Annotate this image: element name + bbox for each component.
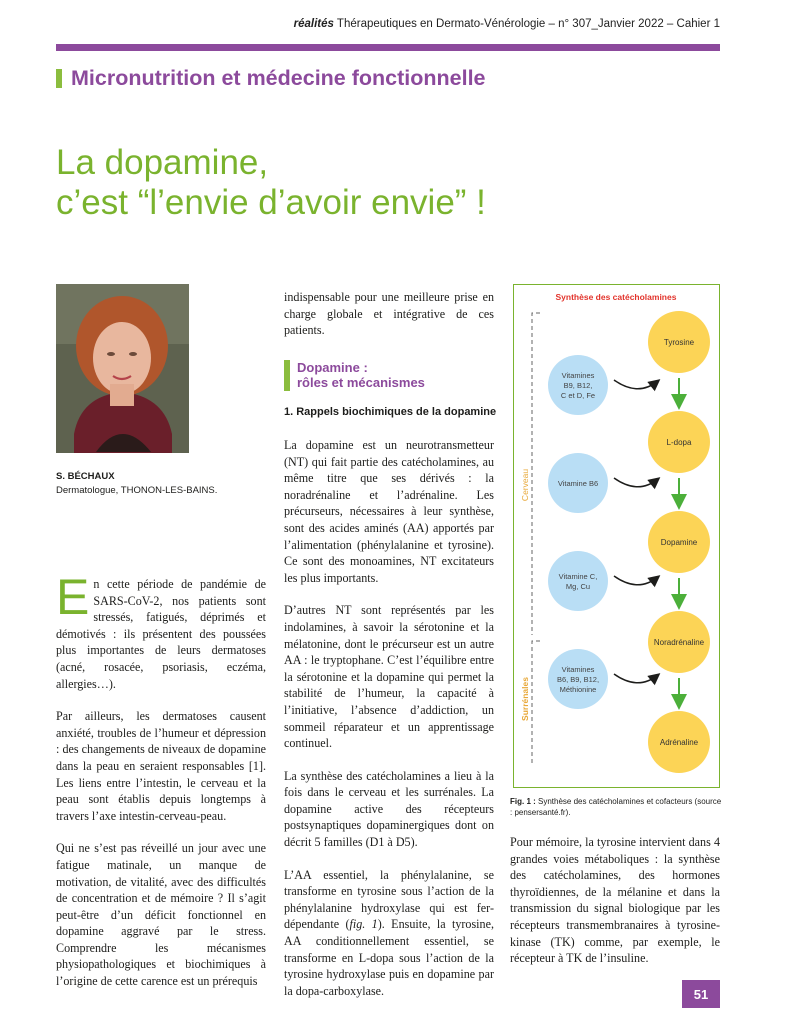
column-2-body xyxy=(284,437,494,999)
cofactor-label: B9, B12, xyxy=(563,381,593,390)
molecule-label: Tyrosine xyxy=(663,338,695,347)
adrenal-bracket xyxy=(532,641,540,765)
author-photo xyxy=(56,284,189,453)
cofactor-label: Vitamine C, xyxy=(558,572,598,581)
intro-paragraph: En cette période de pandémie de SARS-CoV-2, nos patients sont stressés, fatigués, déprimés et démotivés : ils présentent des poussées plus importantes de leurs dermatoses (acné, rosacée, psoriasis, eczéma, allergies…). xyxy=(56,569,266,691)
molecule-label: Adrénaline xyxy=(659,738,699,747)
cofactor-label: Vitamines xyxy=(561,665,595,674)
cofactor-label: B6, B9, B12, xyxy=(556,675,600,684)
subheading-marker xyxy=(284,360,290,391)
page-number: 51 xyxy=(682,980,720,1008)
sub-subheading: 1. Rappels biochimiques de la dopamine xyxy=(284,406,497,418)
section-heading xyxy=(56,66,486,91)
figure-title: Synthèse des catécholamines xyxy=(555,292,677,302)
subheading-line-1: Dopamine : xyxy=(297,360,368,375)
brain-bracket xyxy=(532,313,540,635)
cofactor-arrow xyxy=(614,478,658,487)
journal-issue: Thérapeutiques en Dermato-Vénérologie – n° 307_Janvier 2022 – Cahier 1 xyxy=(336,18,720,30)
cofactor-label: Vitamines xyxy=(561,371,595,380)
subheading xyxy=(284,360,494,390)
cofactor-arrow xyxy=(614,380,658,389)
drop-cap: E xyxy=(56,569,90,625)
cofactor-label: C et D, Fe xyxy=(560,391,596,400)
molecule-label: L-dopa xyxy=(666,438,692,447)
header-rule xyxy=(56,44,720,51)
figure-reference: fig. 1 xyxy=(349,917,378,932)
cofactor-arrow xyxy=(614,674,658,683)
author-name: S. BÉCHAUX xyxy=(56,471,115,482)
molecule-label: Dopamine xyxy=(660,538,698,547)
title-line-1: La dopamine, xyxy=(56,143,269,182)
figure-1 xyxy=(513,284,720,788)
molecule-label: Noradrénaline xyxy=(653,638,705,647)
paragraph: La synthèse des catécholamines a lieu à la fois dans le cerveau et les surrénales. La dopamine active des récepteurs postsynaptiques dopaminergiques dont on décrit 5 familles (D1 à D5). xyxy=(284,768,494,850)
title-line-2: c’est “l’envie d’avoir envie” ! xyxy=(56,183,486,222)
cofactor-label: Vitamine B6 xyxy=(557,479,599,488)
paragraph: indispensable pour une meilleure prise en charge globale et intégrative de ces patients. xyxy=(284,290,494,338)
paragraph: L’AA essentiel, la phénylalanine, se transforme en tyrosine sous l’action de la phénylalanine hydroxylase qui est fer-dépendante (fig. 1). Ensuite, la tyrosine, AA conditionnellement essentiel, se transforme en L-dopa sous l’action de la tyrosine hydroxylase puis en dopamine par la dopa-carboxylase. xyxy=(284,867,494,998)
section-marker xyxy=(56,69,62,88)
adrenal-label: Surrénales xyxy=(520,677,530,721)
cofactor-label: Méthionine xyxy=(559,685,597,694)
article-title xyxy=(56,143,486,223)
subheading-line-2: rôles et mécanismes xyxy=(297,375,425,390)
section-label: Micronutrition et médecine fonctionnelle xyxy=(71,66,486,90)
cofactor-node xyxy=(548,551,608,611)
paragraph: La dopamine est un neurotransmetteur (NT) qui fait partie des catécholamines, au même titre que ses dérivés : la noradrénaline et l’adrénaline. Les précurseurs, nécessaires à leur synthèse, sont des acides aminés (AA) apportés par l’alimentation (phénylalanine et tyrosine). Ce sont des monoamines, NT excitateurs les plus importants. xyxy=(284,438,494,585)
paragraph: Pour mémoire, la tyrosine intervient dans 4 grandes voies métaboliques : la synthèse des catécholamines, des hormones thyroïdiennes, de la mélanine et dans la transmission du signal biologique par les récepteurs transmembranaires à tyrosine-kinase (TK) comme, par exemple, le récepteur à TK de l’insuline. xyxy=(510,835,720,966)
column-1 xyxy=(56,569,266,990)
paragraph: Par ailleurs, les dermatoses causent anxiété, troubles de l’humeur et dépression : des changements de niveaux de dopamine dans la peau en seraient responsables [1]. Les liens entre l’intestin, le cerveau et la peau sont établis depuis longtemps à travers l’axe intestin-cerveau-peau. xyxy=(56,709,266,823)
brain-label: Cerveau xyxy=(520,468,530,502)
journal-name: réalités xyxy=(293,18,334,30)
catecholamine-diagram xyxy=(514,285,719,787)
running-header xyxy=(56,18,720,30)
paragraph: Qui ne s’est pas réveillé un jour avec une fatigue matinale, un manque de motivation, de vitalité, avec des difficultés de concentration et de mémoire ? Il s’agit peut-être d’un déficit fonctionnel en dopamine aggravé par le stress. Comprendre les mécanismes physiopathologiques et biochimiques à l’origine de cette carence est un prérequis xyxy=(56,841,266,989)
cofactor-label: Mg, Cu xyxy=(565,582,591,591)
column-3 xyxy=(510,834,720,967)
column-2-top xyxy=(284,289,494,339)
cofactor-arrow xyxy=(614,576,658,585)
paragraph: D’autres NT sont représentés par les indolamines, à savoir la sérotonine et la mélatonine, dont le précurseur est un autre AA : le tryptophane. C’est l’équilibre entre la sérotonine et la dopamine qui permet la stabilité de l’humeur, la capacité à l’initiative, l’absence d’addiction, un sommeil réparateur et un apprentissage continuel. xyxy=(284,603,494,751)
figure-caption: Fig. 1 : Synthèse des catécholamines et cofacteurs (source : pensersanté.fr). xyxy=(510,797,722,817)
author-affiliation: Dermatologue, THONON-LES-BAINS. xyxy=(56,485,218,496)
